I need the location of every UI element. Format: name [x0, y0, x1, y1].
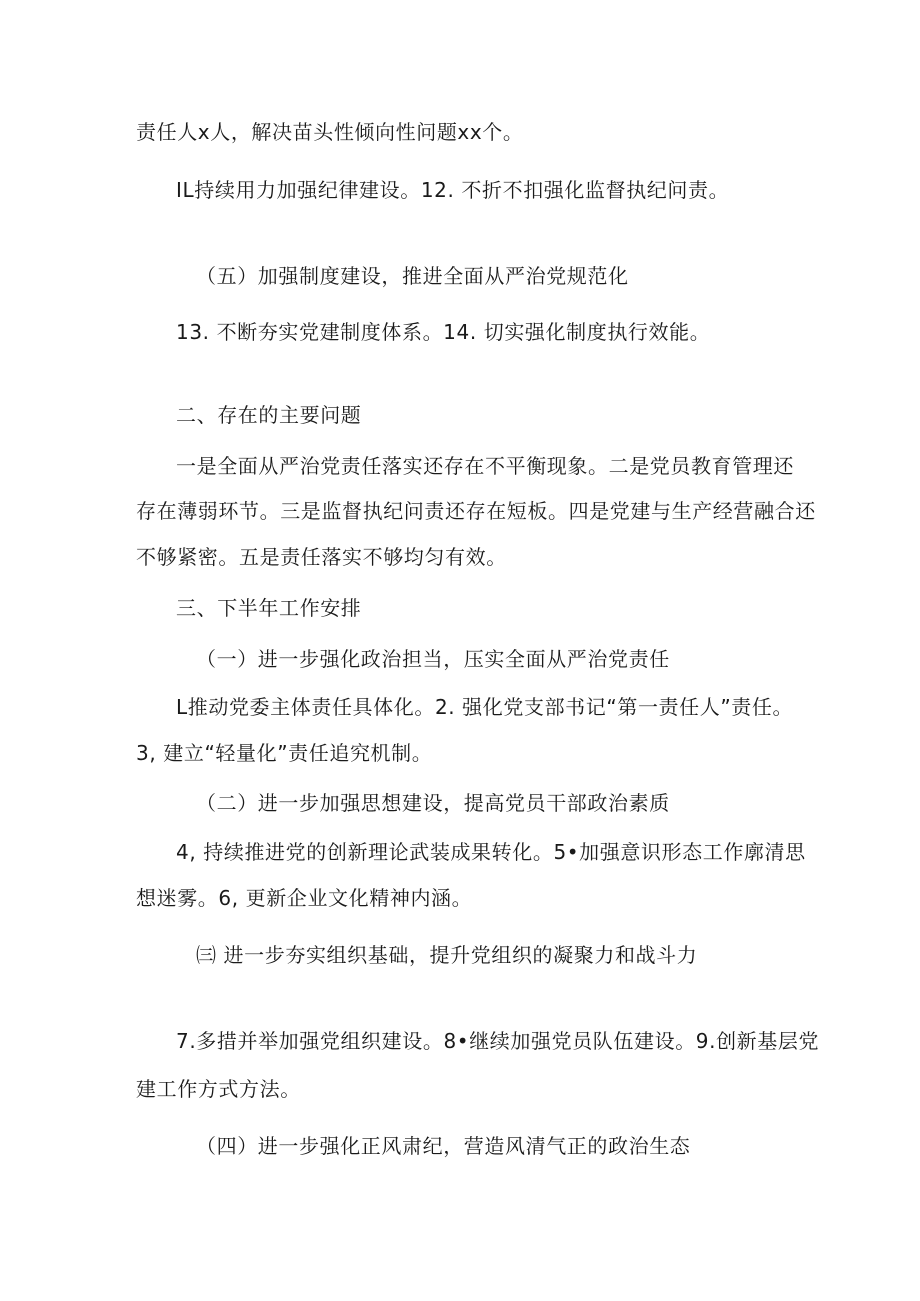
body-text-line: 一是全面从严治党责任落实还存在不平衡现象。二是党员教育管理还: [176, 454, 794, 478]
subsection-heading: ㈢ 进一步夯实组织基础，提升党组织的凝聚力和战斗力: [196, 943, 698, 967]
body-text-line: 13. 不断夯实党建制度体系。14. 切实强化制度执行效能。: [176, 320, 711, 344]
body-text-line: 存在薄弱环节。三是监督执纪问责还存在短板。四是党建与生产经营融合还: [136, 499, 816, 523]
body-text-line: IL持续用力加强纪律建设。12. 不折不扣强化监督执纪问责。: [176, 178, 730, 202]
body-text-line: L推动党委主体责任具体化。2. 强化党支部书记“第一责任人”责任。: [176, 695, 794, 719]
body-text-line: 建工作方式方法。: [136, 1077, 301, 1101]
subsection-heading: （一）进一步强化政治担当，压实全面从严治党责任: [196, 647, 670, 671]
body-text-line: 3, 建立“轻量化”责任追究机制。: [136, 741, 433, 765]
body-text-line: 7.多措并举加强党组织建设。8•继续加强党员队伍建设。9.创新基层党: [176, 1029, 820, 1053]
section-heading: 三、下半年工作安排: [176, 596, 362, 620]
body-text-line: 不够紧密。五是责任落实不够均匀有效。: [136, 545, 507, 569]
body-text-line: 4, 持续推进党的创新理论武装成果转化。5•加强意识形态工作廓清思: [176, 840, 806, 864]
subsection-heading: （五）加强制度建设，推进全面从严治党规范化: [196, 264, 629, 288]
subsection-heading: （二）进一步加强思想建设，提高党员干部政治素质: [196, 791, 670, 815]
subsection-heading: （四）进一步强化正风肃纪，营造风清气正的政治生态: [196, 1134, 691, 1158]
body-text-line: 责任人x人，解决苗头性倾向性问题xx个。: [136, 120, 524, 144]
section-heading: 二、存在的主要问题: [176, 403, 362, 427]
body-text-line: 想迷雾。6, 更新企业文化精神内涵。: [136, 886, 473, 910]
